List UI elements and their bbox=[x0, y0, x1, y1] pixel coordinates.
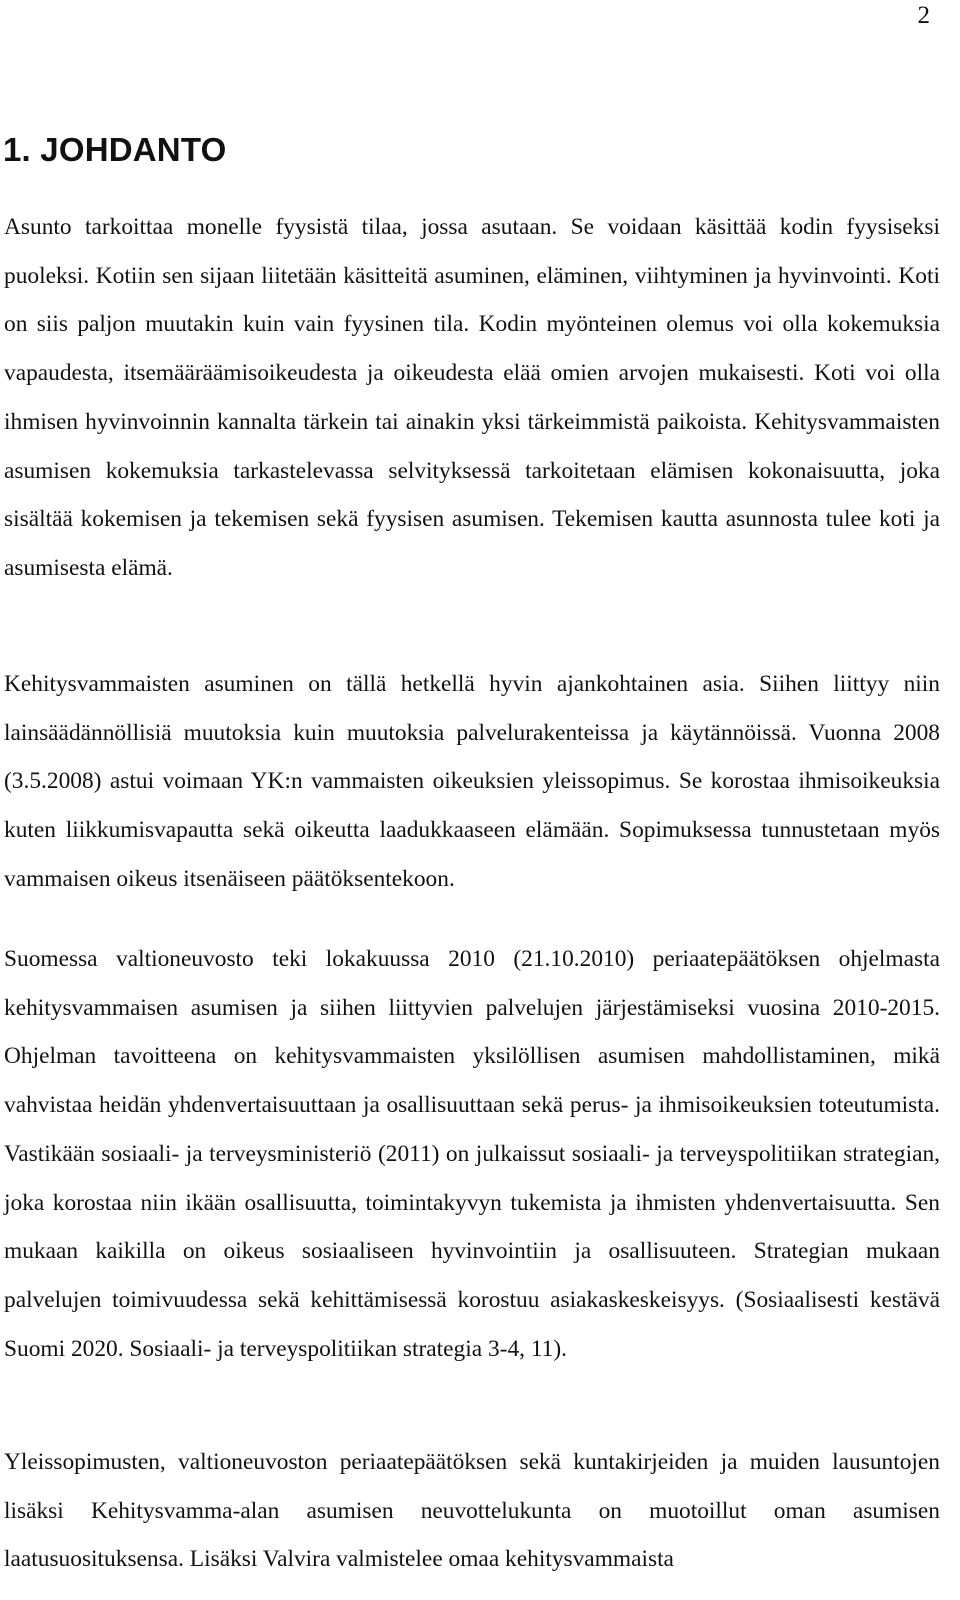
paragraph-intro: Asunto tarkoittaa monelle fyysistä tilaa, jossa asutaan. Se voidaan käsittää kodin fyysiseksi puoleksi. Kotiin sen sijaan liitetään käsitteitä asuminen, eläminen, viihtyminen ja hyvinvointi. Koti on siis paljon muutakin kuin vain fyysinen tila. Kodin myönteinen olemus voi olla kokemuksia vapaudesta, itsemääräämisoikeudesta ja oikeudesta elää omien arvojen mukaisesti. Koti voi olla ihmisen hyvinvoinnin kannalta tärkein tai ainakin yksi tärkeimmistä paikoista. Kehitysvammaisten asumisen kokemuksia tarkastelevassa selvityksessä tarkoitetaan elämisen kokonaisuutta, joka sisältää kokemisen ja tekemisen sekä fyysisen asumisen. Tekemisen kautta asunnosta tulee koti ja asumisesta elämä. bbox=[4, 214, 940, 581]
paragraph-quality-recommendations: Yleissopimusten, valtioneuvoston periaatepäätöksen sekä kuntakirjeiden ja muiden lausuntojen lisäksi Kehitysvamma-alan asumisen neuvottelukunta on muotoillut oman asumisen laatusuosituksensa. Lisäksi Valvira valmistelee omaa kehitysvammaista bbox=[4, 1449, 940, 1573]
chapter-heading: 1. JOHDANTO bbox=[3, 131, 227, 168]
page-number: 2 bbox=[917, 2, 930, 29]
paragraph-current-situation: Kehitysvammaisten asuminen on tällä hetkellä hyvin ajankohtainen asia. Siihen liittyy niin lainsäädännöllisiä muutoksia kuin muutoksia palvelurakenteissa ja käytännöissä. Vuonna 2008 (3.5.2008) astui voimaan YK:n vammaisten oikeuksien yleissopimus. Se korostaa ihmisoikeuksia kuten liikkumisvapautta sekä oikeutta laadukkaaseen elämään. Sopimuksessa tunnustetaan myös vammaisen oikeus itsenäiseen päätöksentekoon. bbox=[4, 671, 940, 892]
paragraph-government-program: Suomessa valtioneuvosto teki lokakuussa 2010 (21.10.2010) periaatepäätöksen ohjelmasta kehitysvammaisen asumisen ja siihen liittyvien palvelujen järjestämiseksi vuosina 2010-2015. Ohjelman tavoitteena on kehitysvammaisten yksilöllisen asumisen mahdollistaminen, mikä vahvistaa heidän yhdenvertaisuuttaan ja osallisuuttaan sekä perus- ja ihmisoikeuksien toteutumista. Vastikään sosiaali- ja terveysministeriö (2011) on julkaissut sosiaali- ja terveyspolitiikan strategian, joka korostaa niin ikään osallisuutta, toimintakyvyn tukemista ja ihmisten yhdenvertaisuutta. Sen mukaan kaikilla on oikeus sosiaaliseen hyvinvointiin ja osallisuuteen. Strategian mukaan palvelujen toimivuudessa sekä kehittämisessä korostuu asiakaskeskeisyys. (Sosiaalisesti kestävä Suomi 2020. Sosiaali- ja terveyspolitiikan strategia 3-4, 11). bbox=[4, 946, 940, 1362]
